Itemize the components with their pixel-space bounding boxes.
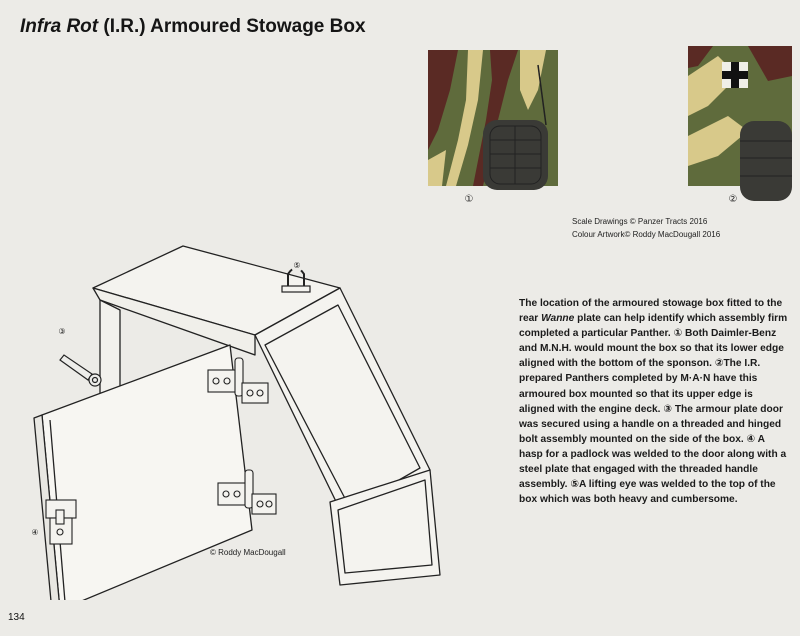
artwork-label-1: ① — [464, 194, 474, 205]
text-s7: A lifting eye was welded to the top of the box which was both heavy and cumbersome. — [519, 479, 776, 506]
page-title — [20, 16, 366, 38]
drawing-copyright: © Roddy MacDougall — [210, 548, 286, 557]
colour-artwork-2 — [688, 46, 792, 216]
text-s1: The location of the armoured stowage box fitted to the rear — [519, 298, 783, 325]
title-rest: (I.R.) Armoured Stowage Box — [98, 16, 366, 37]
text-s3: Both Daimler-Benz and M.N.H. would mount the box so that its lower edge aligned with the bottom of the sponson. — [519, 328, 784, 370]
text-s4: The I.R. prepared Panthers completed by M·A·N have this armoured box mounted so that its upper edge is aligned with the engine deck. — [519, 358, 761, 415]
callout-5: ⑤ — [291, 260, 303, 272]
text-s2: plate can help identify which assembly firm completed a particular Panther. — [519, 313, 788, 340]
callout-3: ③ — [56, 326, 68, 338]
text-c4: ④ — [746, 433, 756, 445]
text-s5: The armour plate door was secured using a handle on a threaded and hinged bolt assembly mounted on the side of the box. — [519, 403, 783, 445]
title-italic: Infra Rot — [20, 16, 99, 37]
credit-line-1: Scale Drawings © Panzer Tracts 2016 — [572, 217, 708, 226]
artwork-credits — [572, 215, 720, 241]
callout-4: ④ — [29, 527, 41, 539]
page-number: 134 — [8, 612, 25, 623]
text-c2: ② — [714, 358, 724, 370]
colour-artwork-1 — [428, 50, 558, 210]
text-c1: ① — [673, 328, 683, 340]
text-c5: ⑤ — [570, 479, 579, 491]
text-c3: ③ — [663, 403, 672, 415]
artwork-label-2: ② — [728, 194, 738, 205]
body-paragraph — [519, 296, 791, 507]
stowage-box-drawing — [20, 240, 470, 600]
credit-line-2: Colour Artwork© Roddy MacDougall 2016 — [572, 230, 721, 239]
text-wanne: Wanne — [541, 313, 575, 325]
text-s6: A hasp for a padlock was welded to the door along with a steel plate that engaged with the threaded handle assembly. — [519, 433, 787, 491]
